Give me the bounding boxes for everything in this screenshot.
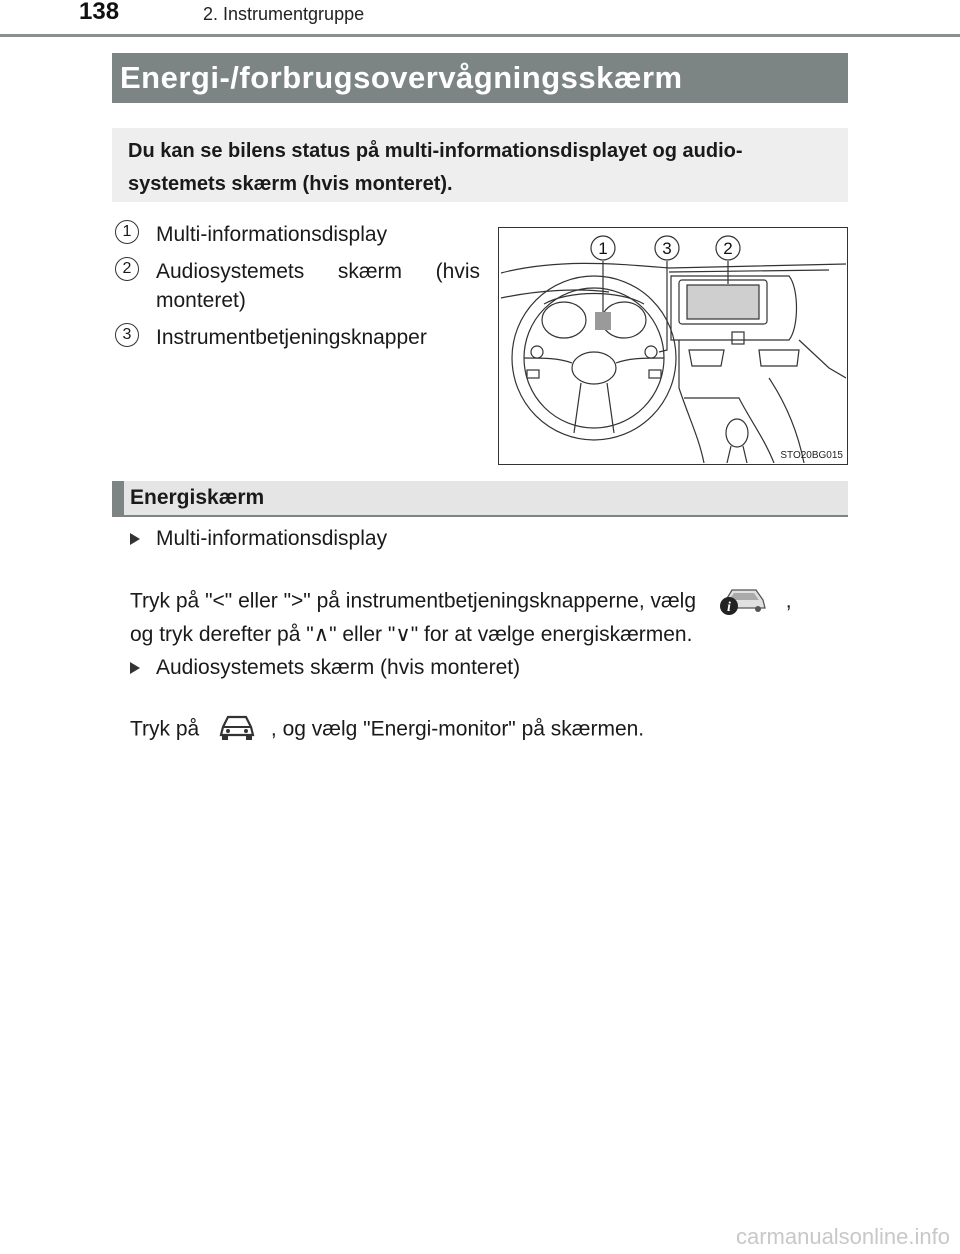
intro-line-1: Du kan se bilens status på multi-informationsdisplayet og audio- [128,140,743,162]
intro-box [112,128,848,202]
instruction-text: , og vælg "Energi-monitor" på skærmen. [270,717,645,741]
subheading-text: Multi-informationsdisplay [156,527,388,550]
page-title-bar [112,53,848,103]
callout-number: 2 [115,257,139,281]
svg-text:i: i [726,600,731,615]
instruction-text: Tryk på [130,717,200,741]
section-heading: Energiskærm [130,486,265,509]
intro-line-2: systemets skærm (hvis monteret). [128,173,453,195]
figure-code: STO20BG015 [780,450,843,461]
instruction-text: , [785,589,792,613]
section-heading-bar [112,481,848,517]
instruction-line [130,712,644,748]
figure-marker: 3 [662,239,672,258]
callout-number: 1 [115,220,139,244]
figure-marker: 2 [723,239,733,258]
dashboard-drawing [499,228,846,463]
callout-item [112,220,482,249]
instruction-line: og tryk derefter på "∧" eller "∨" for at vælge energiskærmen. [130,623,693,646]
cluster-display-highlight [595,312,611,330]
instruction-line [130,582,792,622]
triangle-bullet-icon [130,533,140,545]
header-divider [0,34,960,37]
callout-label: Instrumentbetjeningsknapper [156,326,427,349]
car-icon [217,712,257,748]
vehicle-info-icon [718,582,770,622]
callout-item [112,323,482,352]
callout-number: 3 [115,323,139,347]
chapter-title: 2. Instrumentgruppe [203,4,365,24]
callout-item [112,257,482,315]
callout-label: Multi-informationsdisplay [156,223,388,246]
dashboard-illustration [498,227,848,465]
subheading-text: Audiosystemets skærm (hvis monteret) [156,656,521,679]
subheading-audio-screen [130,656,520,680]
figure-marker: 1 [598,239,608,258]
triangle-bullet-icon [130,662,140,674]
subheading-multi-info [130,527,387,551]
page-title: Energi-/forbrugsovervågningsskærm [120,60,683,95]
page-number: 138 [79,0,120,25]
footer-watermark: carmanualsonline.info [735,1224,950,1249]
instruction-text: Tryk på "<" eller ">" på instrumentbetjeningsknapperne, vælg [130,589,697,613]
callout-label: Audiosystemets skærm (hvis monteret) [156,260,480,312]
